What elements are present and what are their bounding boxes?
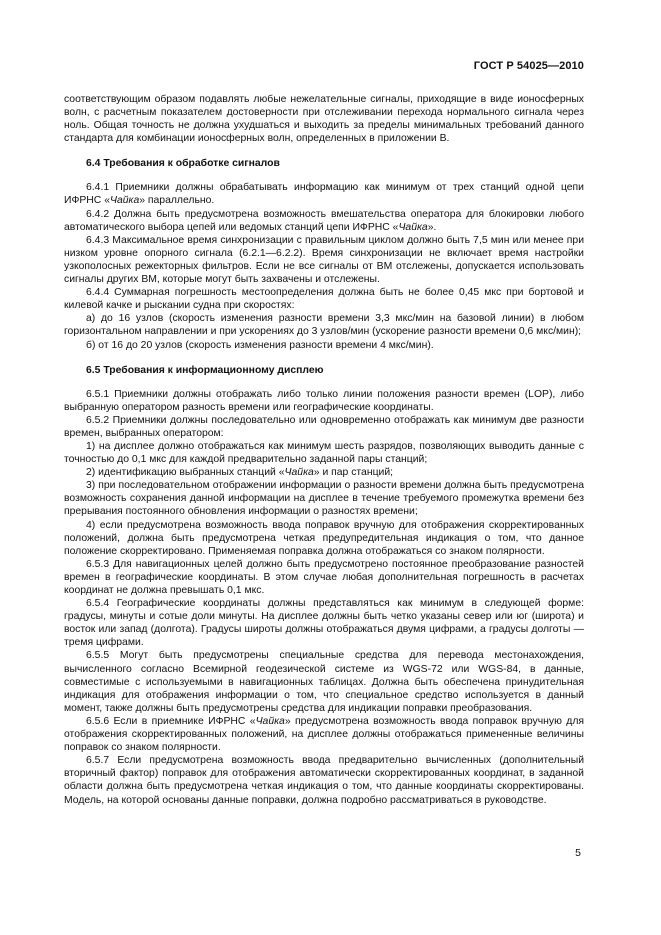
- paragraph-text: 6.5.6 Если в приемнике ИФРНС «: [86, 715, 256, 727]
- paragraph-text: ».: [427, 221, 437, 233]
- page-number: 5: [575, 847, 581, 859]
- list-item-6-5-2-2: [64, 466, 584, 479]
- list-item-6-4-4-a: а) до 16 узлов (скорость изменения разности времени 3,3 мкс/мин на базовой линии) в любом горизонтальном направлении и при ускорениях до 3 узлов/мин (ускорение разности времени 0,6 мкс/мин);: [64, 313, 584, 338]
- paragraph-text: » параллельно.: [139, 195, 215, 207]
- list-item-6-5-2-3: 3) при последовательном отображении информации о разности времени должна быть предусмотрена возможность сохранения данной информации на дисплее в течение требуемого промежутка времени без прерывания постоянного обновления информации о разностях времени;: [64, 480, 584, 518]
- italic-term: Чайка: [109, 195, 140, 207]
- list-item-6-5-2-1: 1) на дисплее должно отображаться как минимум шесть разрядов, позволяющих выводить данные с точностью до 0,1 мкс для каждой предварительно заданной пары станций;: [64, 440, 584, 466]
- section-heading-6-5: 6.5 Требования к информационному дисплею: [86, 364, 324, 376]
- paragraph-6-5-6: [64, 715, 584, 754]
- paragraph-6-4-3: 6.4.3 Максимальное время синхронизации с правильным циклом должно быть 7,5 мин или менее при низком уровне опорного сигнала (6.2.1—6.2.2). Время синхронизации не включает время настройки узкополосных режекторных фильтров. Если не все сигналы от ВМ отслежены, допускается использовать сигналы других ВМ, которые могут быть захвачены и отслежены.: [64, 234, 584, 286]
- document-body: [64, 93, 584, 807]
- paragraph-text: 6.4.1 Приемники должны обрабатывать информацию как минимум от трех станций одной цепи ИФРНС «: [64, 182, 584, 207]
- italic-term: Чайка: [255, 715, 285, 727]
- list-item-6-4-4-b: б) от 16 до 20 узлов (скорость изменения разности времени 4 мкс/мин).: [86, 339, 434, 351]
- paragraph-6-5-3: 6.5.3 Для навигационных целей должно быть предусмотрено постоянное преобразование разностей времен в географические координаты. В этом случае любая дополнительная погрешность в расчетах координат не должна превышать 0,1 мкс.: [64, 558, 584, 596]
- paragraph-6-5-7: 6.5.7 Если предусмотрена возможность ввода предварительно вычисленных (дополнительный вторичный фактор) поправок для отображения автоматически скорректированных координат, в заданной области должна быть предусмотрена четкая индикация о том, что данные координаты скорректированы. Модель, на которой основаны данные поправки, должна подробно рассматриваться в руководстве.: [64, 755, 584, 806]
- paragraph-6-5-5: 6.5.5 Могут быть предусмотрены специальные средства для перевода местонахождения, вычисленного согласно Всемирной геодезической системе из WGS-72 или WGS-84, в данные, совместимые с используемыми в навигационных таблицах. Должна быть обеспечена принудительная индикация для отображения информации о том, что специальное средство используется в данный момент, также должны быть предусмотрены средства для индикации поправки преобразования.: [64, 650, 584, 714]
- intro-paragraph: соответствующим образом подавлять любые нежелательные сигналы, приходящие в виде ионосферных волн, с расчетным показателем достоверности при отслеживании перехода нормального сигнала через ноль. Общая точность не должна ухудшаться и выходить за пределы минимальных требований данного стандарта для комбинации ионосферных волн, определенных в приложении В.: [64, 94, 584, 145]
- paragraph-6-4-1: [64, 181, 584, 207]
- italic-term: Чайка: [284, 467, 314, 479]
- document-header: ГОСТ Р 54025—2010: [473, 60, 584, 72]
- paragraph-6-5-4: 6.5.4 Географические координаты должны представляться как минимум в следующей форме: градусы, минуты и сотые доли минуты. На дисплее должны быть четко указаны север или юг (широта) и восток или запад (долгота). Градусы широты должны отображаться двумя цифрами, а градусы долготы — тремя цифрами.: [64, 598, 584, 649]
- paragraph-6-4-4: 6.4.4 Суммарная погрешность местоопределения должна быть не более 0,45 мкс при бортовой и килевой качке и рыскании судна при скоростях:: [64, 287, 584, 312]
- paragraph-text: 2) идентификацию выбранных станций «: [86, 467, 285, 479]
- paragraph-6-4-2: [64, 208, 584, 234]
- paragraph-text: 6.4.2 Должна быть предусмотрена возможность вмешательства оператора для блокировки любого автоматического выбора цепей или ведомых станций цепи ИФРНС «: [64, 208, 584, 233]
- paragraph-text: » и пар станций;: [313, 467, 394, 479]
- paragraph-6-5-2: 6.5.2 Приемники должны последовательно или одновременно отображать как минимум две разности времен, выбранных оператором:: [64, 414, 584, 439]
- italic-term: Чайка: [398, 221, 428, 233]
- list-item-6-5-2-4: 4) если предусмотрена возможность ввода поправок вручную для отображения скорректированных положений, должна быть предусмотрена четкая предупредительная индикация о том, что данное положение скорректировано. Применяемая поправка должна отображаться со знаком полярности.: [64, 519, 584, 557]
- paragraph-6-5-1: 6.5.1 Приемники должны отображать либо только линии положения разности времен (LOP), либо выбранную оператором разность времени или географические координаты.: [64, 388, 584, 413]
- paragraph-text: » предусмотрена возможность ввода поправок вручную для отображения скорректированных положений, на дисплее должны отображаться примененные величины поправок со знаком полярности.: [64, 715, 585, 754]
- section-heading-6-4: 6.4 Требования к обработке сигналов: [86, 158, 280, 170]
